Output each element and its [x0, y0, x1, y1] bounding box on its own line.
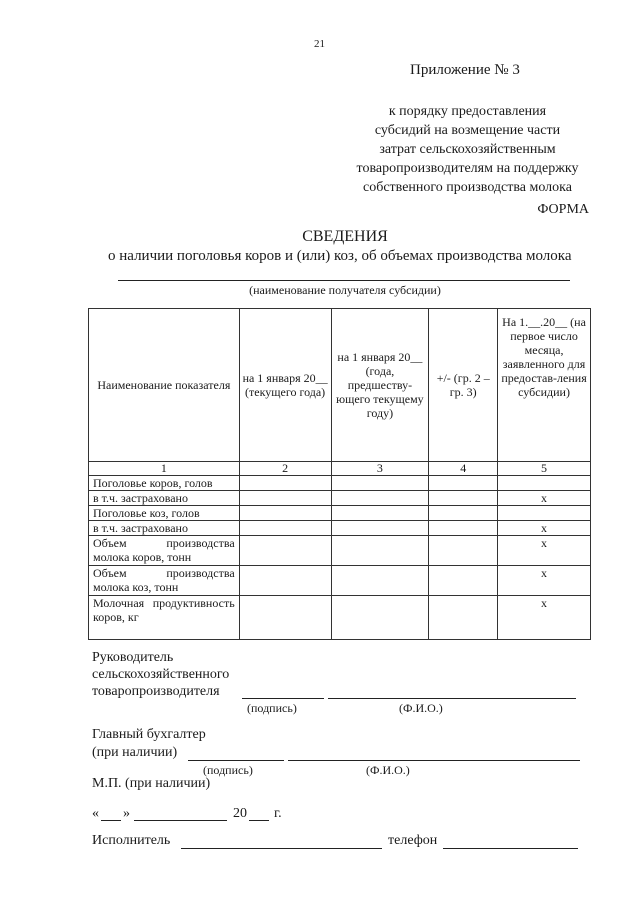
- accountant-signature-caption: (подпись): [203, 763, 253, 777]
- value-cell[interactable]: [331, 596, 429, 640]
- header-indicator: Наименование показателя: [89, 309, 240, 462]
- table-header-row: [89, 309, 591, 462]
- document-title: СВЕДЕНИЯ: [302, 228, 388, 245]
- appendix-subtitle-line: субсидий на возмещение части: [374, 123, 561, 138]
- value-cell[interactable]: [331, 566, 429, 596]
- appendix-subtitle-line: товаропроизводителям на поддержку: [356, 161, 579, 176]
- document-subtitle: о наличии поголовья коров и (или) коз, об объемах производства молока: [108, 248, 572, 264]
- value-cell[interactable]: [429, 476, 498, 491]
- head-title-line: товаропроизводителя: [92, 684, 220, 699]
- stamp-place: М.П. (при наличии): [92, 776, 211, 791]
- phone-label: телефон: [388, 833, 438, 848]
- executor-label: Исполнитель: [92, 833, 171, 848]
- table-row: [89, 491, 591, 506]
- accountant-name-caption: (Ф.И.О.): [366, 763, 410, 777]
- row-label: в т.ч. застраховано: [89, 521, 240, 536]
- row-label: Объем производства молока коз, тонн: [89, 566, 240, 596]
- table-row: [89, 521, 591, 536]
- value-cell[interactable]: [331, 491, 429, 506]
- form-label: ФОРМА: [537, 202, 589, 217]
- table-row: [89, 536, 591, 566]
- value-cell[interactable]: [331, 506, 429, 521]
- row-label: Поголовье коз, голов: [89, 506, 240, 521]
- na-mark: х: [498, 536, 591, 566]
- header-difference: +/- (гр. 2 – гр. 3): [429, 309, 498, 462]
- appendix-subtitle-line: собственного производства молока: [363, 180, 572, 195]
- value-cell[interactable]: [331, 476, 429, 491]
- column-number: 5: [498, 462, 591, 476]
- table-row: [89, 506, 591, 521]
- value-cell[interactable]: [239, 491, 331, 506]
- recipient-caption: (наименование получателя субсидии): [249, 283, 441, 297]
- value-cell[interactable]: [498, 506, 591, 521]
- value-cell[interactable]: [429, 521, 498, 536]
- date-month-field[interactable]: [134, 820, 227, 821]
- appendix-subtitle-line: к порядку предоставления: [388, 104, 547, 119]
- value-cell[interactable]: [429, 506, 498, 521]
- row-label: Молочная продуктивность коров, кг: [89, 596, 240, 640]
- head-name-caption: (Ф.И.О.): [399, 701, 443, 715]
- executor-field[interactable]: [181, 848, 382, 849]
- accountant-name-line[interactable]: [288, 760, 580, 761]
- head-name-line[interactable]: [328, 698, 576, 699]
- header-current-year: на 1 января 20__ (текущего года): [239, 309, 331, 462]
- phone-field[interactable]: [443, 848, 578, 849]
- value-cell[interactable]: [429, 491, 498, 506]
- appendix-title: Приложение № 3: [410, 62, 520, 78]
- na-mark: х: [498, 491, 591, 506]
- head-title-line: Руководитель: [92, 650, 174, 665]
- header-subsidy-month: На 1.__.20__ (на первое число месяца, заявленного для предостав-ления субсидии): [498, 309, 591, 462]
- date-year-suffix: г.: [274, 806, 282, 821]
- date-year-field[interactable]: [249, 820, 269, 821]
- na-mark: х: [498, 596, 591, 640]
- date-day-field[interactable]: [101, 820, 121, 821]
- value-cell[interactable]: [239, 596, 331, 640]
- value-cell[interactable]: [239, 566, 331, 596]
- accountant-signature-line[interactable]: [188, 760, 284, 761]
- appendix-subtitle: [330, 102, 605, 197]
- column-number: 2: [239, 462, 331, 476]
- accountant-title-line: Главный бухгалтер: [92, 727, 206, 742]
- value-cell[interactable]: [239, 521, 331, 536]
- recipient-name-line[interactable]: [118, 280, 570, 281]
- value-cell[interactable]: [239, 476, 331, 491]
- value-cell[interactable]: [429, 596, 498, 640]
- page-number: 21: [314, 38, 325, 50]
- head-title-line: сельскохозяйственного: [92, 667, 230, 682]
- value-cell[interactable]: [429, 536, 498, 566]
- column-number: 3: [331, 462, 429, 476]
- head-signature-caption: (подпись): [247, 701, 297, 715]
- row-label: Поголовье коров, голов: [89, 476, 240, 491]
- column-number: 1: [89, 462, 240, 476]
- table-row: [89, 596, 591, 640]
- appendix-subtitle-line: затрат сельскохозяйственным: [379, 142, 556, 157]
- na-mark: х: [498, 566, 591, 596]
- value-cell[interactable]: [429, 566, 498, 596]
- head-signature-line[interactable]: [242, 698, 324, 699]
- header-previous-year: на 1 января 20__ (года, предшеству-ющего текущему году): [331, 309, 429, 462]
- value-cell[interactable]: [239, 506, 331, 521]
- value-cell[interactable]: [331, 521, 429, 536]
- date-year-prefix: 20: [233, 806, 247, 821]
- table-row: [89, 566, 591, 596]
- value-cell[interactable]: [239, 536, 331, 566]
- row-label: Объем производства молока коров, тонн: [89, 536, 240, 566]
- na-mark: х: [498, 521, 591, 536]
- accountant-title-line: (при наличии): [92, 745, 178, 760]
- date-quote-close: »: [123, 806, 130, 821]
- value-cell[interactable]: [498, 476, 591, 491]
- table-column-numbers: [89, 462, 591, 476]
- table-row: [89, 476, 591, 491]
- column-number: 4: [429, 462, 498, 476]
- date-quote-open: «: [92, 806, 99, 821]
- row-label: в т.ч. застраховано: [89, 491, 240, 506]
- data-table: [88, 308, 591, 640]
- value-cell[interactable]: [331, 536, 429, 566]
